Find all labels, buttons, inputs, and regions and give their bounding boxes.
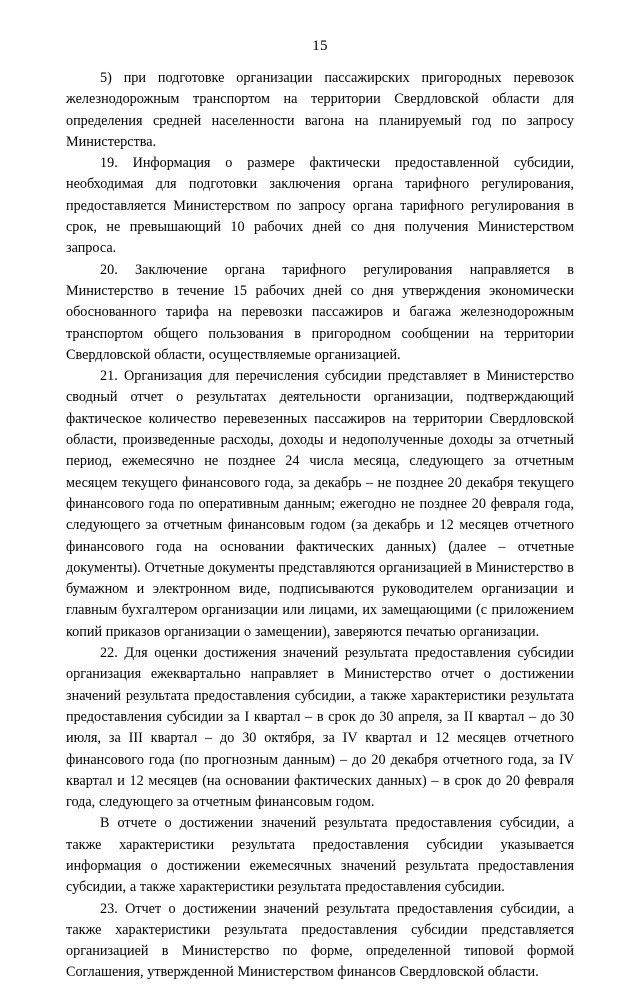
paragraph-21: 21. Организация для перечисления субсидии представляет в Министерство сводный отчет о результатах деятельности организации, подтверждающий фактическое количество перевезенных пассажиров на территории Свердловской области, произведенные расходы, доходы и недополученные доходы за отчетный период, ежемесячно не позднее 24 числа месяца, следующего за отчетным месяцем текущего финансового года, за декабрь – не позднее 20 декабря текущего финансового года по оперативным данным; ежегодно не позднее 20 февраля года, следующего за отчетным финансовым годом (за декабрь и 12 месяцев отчетного финансового года на основании фактических данных) (далее – отчетные документы). Отчетные документы представляются организацией в Министерство в бумажном и электронном виде, подписываются руководителем организации и главным бухгалтером организации или лицами, их замещающими (с приложением копий приказов организации о замещении), заверяются печатью организации. — [66, 368, 574, 640]
paragraph-5: 5) при подготовке организации пассажирских пригородных перевозок железнодорожным транспортом на территории Свердловской области для определения средней населенности вагона на планируемый год по запросу Министерства. — [66, 70, 574, 150]
paragraph-22: 22. Для оценки достижения значений результата предоставления субсидии организация ежеквартально направляет в Министерство отчет о достижении значений результата предоставления субсидии, а также характеристики результата предоставления субсидии за I квартал – в срок до 30 апреля, за II квартал – до 30 июля, за III квартал – до 30 октября, за IV квартал и 12 месяцев отчетного финансового года (по прогнозным данным) – до 20 декабря отчетного года, за IV квартал и 12 месяцев (на основании фактических данных) – в срок до 20 февраля года, следующего за отчетным финансовым годом. — [66, 645, 574, 811]
document-body — [66, 68, 574, 984]
paragraph-23: 23. Отчет о достижении значений результата предоставления субсидии, а также характеристики результата предоставления субсидии представляется организацией в Министерство по форме, определенной типовой формой Соглашения, утвержденной Министерством финансов Свердловской области. — [66, 900, 574, 981]
paragraph-22-continued: В отчете о достижении значений результата предоставления субсидии, а также характеристики результата предоставления субсидии указывается информация о достижении ежемесячных значений результата предоставления субсидии, а также характеристики результата предоставления субсидии. — [66, 815, 574, 896]
paragraph-20: 20. Заключение органа тарифного регулирования направляется в Министерство в течение 15 рабочих дней со дня утверждения экономически обоснованного тарифа на перевозки пассажиров и багажа железнодорожным транспортом общего пользования в пригородном сообщении на территории Свердловской области, осуществляемые организацией. — [66, 261, 574, 363]
page-number: 15 — [312, 38, 328, 54]
paragraph-19: 19. Информация о размере фактически предоставленной субсидии, необходимая для подготовки заключения органа тарифного регулирования, предоставляется Министерством по запросу органа тарифного регулирования в срок, не превышающий 10 рабочих дней со дня получения Министерством запроса. — [66, 155, 574, 257]
